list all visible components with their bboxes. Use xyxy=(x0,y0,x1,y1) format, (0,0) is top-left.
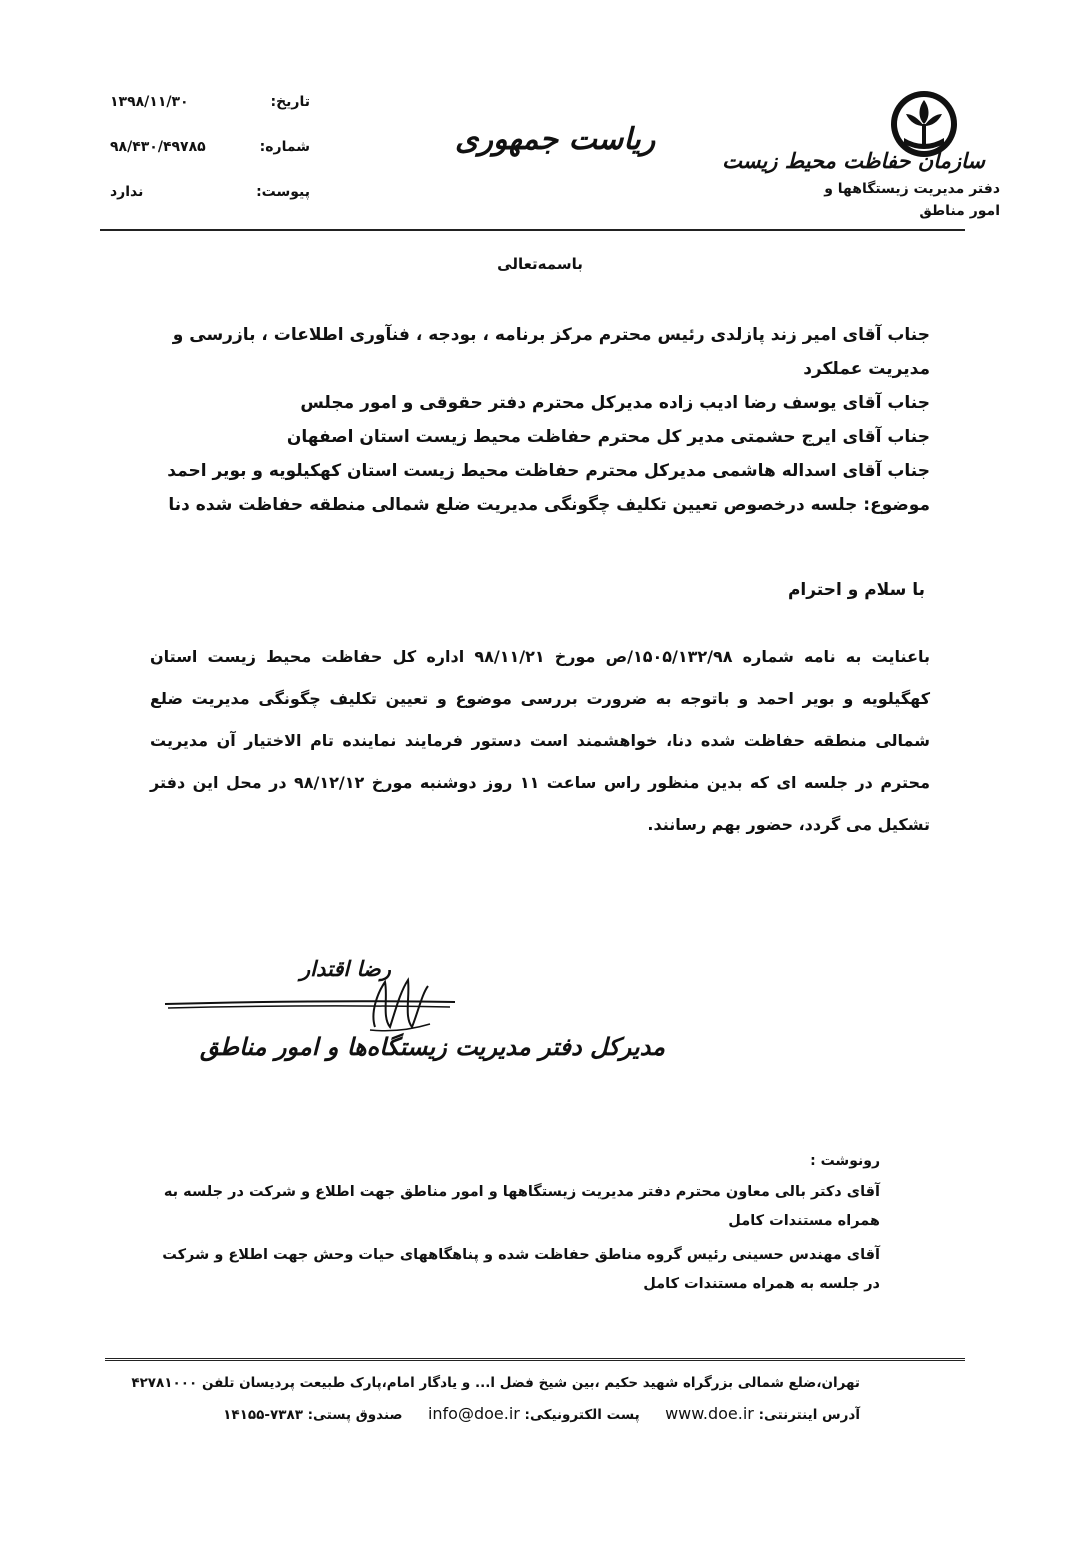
recipient-line: جناب آقای ایرج حشمتی مدیر کل محترم حفاظت محیط زیست استان اصفهان xyxy=(286,427,930,447)
website-label: آدرس اینترنتی: xyxy=(758,1407,860,1423)
date-label: تاریخ: xyxy=(270,94,310,110)
number-value: ۹۸/۴۳۰/۴۹۷۸۵ xyxy=(110,139,206,155)
organization-department: دفتر مدیریت زیستگاهها و امور مناطق xyxy=(824,181,1000,219)
cc-list xyxy=(160,1178,880,1304)
letterhead-title: ریاست جمهوری xyxy=(455,122,656,157)
organization-name: سازمان حفاظت محیط زیست xyxy=(722,148,985,173)
cc-item: آقای مهندس حسینی رئیس گروه مناطق حفاظت شده و پناهگاههای حیات وحش جهت اطلاع و شرکت در جلسه به همراه مستندات کامل xyxy=(162,1247,880,1292)
bismillah-heading: باسمه‌تعالی xyxy=(497,255,583,273)
recipient-line: جناب آقای اسداله هاشمی مدیرکل محترم حفاظت محیط زیست استان کهکیلویه و بویر احمد xyxy=(167,461,930,481)
cc-label: رونوشت : xyxy=(810,1153,880,1169)
footer-contacts xyxy=(223,1404,860,1423)
attachment-label: پیوست: xyxy=(256,184,310,200)
footer-address: تهران،ضلع شمالی بزرگراه شهید حکیم ،بین شیخ فضل ا... و یادگار امام،پارک طبیعت پردیسان تلفن ۴۲۷۸۱۰۰۰ xyxy=(131,1375,860,1391)
header-divider xyxy=(100,229,965,231)
recipients-block xyxy=(140,318,930,522)
po-box-label: صندوق پستی: xyxy=(307,1407,403,1423)
signatory-name: رضا اقتدار xyxy=(300,956,391,981)
number-label: شماره: xyxy=(259,139,310,155)
email-label: پست الکترونیکی: xyxy=(524,1407,640,1423)
subject-line: موضوع: جلسه درخصوص تعیین تکلیف چگونگی مدیریت ضلع شمالی منطقه حفاظت شده دنا xyxy=(168,495,930,515)
date-value: ۱۳۹۸/۱۱/۳۰ xyxy=(110,94,189,110)
footer-divider xyxy=(105,1358,965,1361)
letter-body: باعنایت به نامه شماره ۱۵۰۵/۱۳۲/۹۸/ص مورخ ۹۸/۱۱/۲۱ اداره کل حفاظت محیط زیست استان کهگیلویه و بویر احمد و باتوجه به ضرورت بررسی موضوع و تعیین تکلیف چگونگی مدیریت ضلع شمالی منطقه حفاظت شده دنا، خواهشمند است دستور فرمایند نماینده تام الاختیار آن مدیریت محترم در جلسه ای که بدین منظور راس ساعت ۱۱ روز دوشنبه مورخ ۹۸/۱۲/۱۲ در محل این دفتر تشکیل می گردد، حضور بهم رسانند. xyxy=(150,647,931,834)
date-row xyxy=(110,94,310,120)
cc-item: آقای دکتر بالی معاون محترم دفتر مدیریت زیستگاهها و امور مناطق جهت اطلاع و شرکت در جلسه به همراه مستندات کامل xyxy=(163,1184,880,1229)
attachment-value: ندارد xyxy=(110,184,144,200)
greeting: با سلام و احترام xyxy=(787,580,925,600)
email-link[interactable]: info@doe.ir xyxy=(427,1404,520,1423)
signatory-title: مدیرکل دفتر مدیریت زیستگاه‌ها و امور مناطق xyxy=(200,1032,666,1061)
website-link[interactable]: www.doe.ir xyxy=(665,1404,754,1423)
number-row xyxy=(110,139,310,165)
attachment-row xyxy=(110,184,310,210)
recipient-line: جناب آقای یوسف رضا ادیب زاده مدیرکل محترم دفتر حقوقی و امور مجلس xyxy=(300,393,930,413)
recipient-line: جناب آقای امیر زند پازلدی رئیس محترم مرکز برنامه ، بودجه ، فنآوری اطلاعات ، بازرسی و مدیریت عملکرد xyxy=(172,325,930,379)
po-box-value: ۷۳۸۳-۱۴۱۵۵ xyxy=(223,1407,303,1423)
